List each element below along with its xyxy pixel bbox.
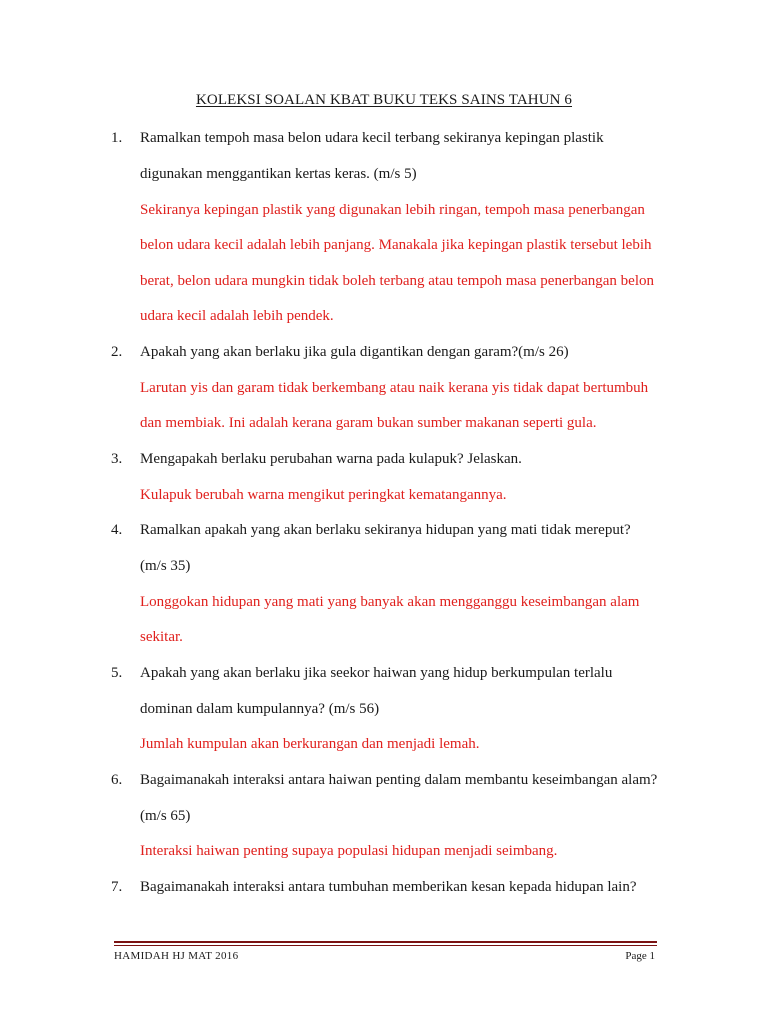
question-text: (m/s 65) [140,808,191,824]
question-number: 7. [111,879,123,895]
document-title: KOLEKSI SOALAN KBAT BUKU TEKS SAINS TAHUN 6 [195,92,573,108]
footer-rule-thin [114,945,657,946]
answer-text: Jumlah kumpulan akan berkurangan dan menjadi lemah. [140,736,480,752]
answer-text: Sekiranya kepingan plastik yang digunakan lebih ringan, tempoh masa penerbangan [140,202,645,218]
question-text: Mengapakah berlaku perubahan warna pada kulapuk? Jelaskan. [140,451,522,467]
question-text: Apakah yang akan berlaku jika seekor haiwan yang hidup berkumpulan terlalu [140,665,613,681]
question-text: digunakan menggantikan kertas keras. (m/s 5) [140,166,417,182]
question-text: (m/s 35) [140,558,191,574]
answer-text: Kulapuk berubah warna mengikut peringkat kematangannya. [140,487,507,503]
question-text: dominan dalam kumpulannya? (m/s 56) [140,701,380,717]
answer-text: Larutan yis dan garam tidak berkembang atau naik kerana yis tidak dapat bertumbuh [140,380,649,396]
question-number: 2. [111,344,123,360]
question-number: 1. [111,130,123,146]
answer-text: dan membiak. Ini adalah kerana garam bukan sumber makanan seperti gula. [140,415,597,431]
question-text: Bagaimanakah interaksi antara haiwan penting dalam membantu keseimbangan alam? [140,772,658,788]
question-text: Ramalkan apakah yang akan berlaku sekiranya hidupan yang mati tidak mereput? [140,522,631,538]
answer-text: sekitar. [140,629,183,645]
question-number: 4. [111,522,123,538]
question-number: 3. [111,451,123,467]
answer-text: udara kecil adalah lebih pendek. [140,308,334,324]
question-text: Bagaimanakah interaksi antara tumbuhan memberikan kesan kepada hidupan lain? [140,879,637,895]
answer-text: berat, belon udara mungkin tidak boleh terbang atau tempoh masa penerbangan belon [140,273,654,289]
page-number: Page 1 [625,950,655,962]
question-text: Apakah yang akan berlaku jika gula digantikan dengan garam?(m/s 26) [140,344,569,360]
question-number: 5. [111,665,123,681]
footer-rule [114,941,657,943]
question-number: 6. [111,772,123,788]
answer-text: Longgokan hidupan yang mati yang banyak akan mengganggu keseimbangan alam [140,594,640,610]
answer-text: Interaksi haiwan penting supaya populasi hidupan menjadi seimbang. [140,843,558,859]
answer-text: belon udara kecil adalah lebih panjang. Manakala jika kepingan plastik tersebut lebih [140,237,652,253]
question-text: Ramalkan tempoh masa belon udara kecil terbang sekiranya kepingan plastik [140,130,604,146]
footer-author: HAMIDAH HJ MAT 2016 [114,950,239,962]
